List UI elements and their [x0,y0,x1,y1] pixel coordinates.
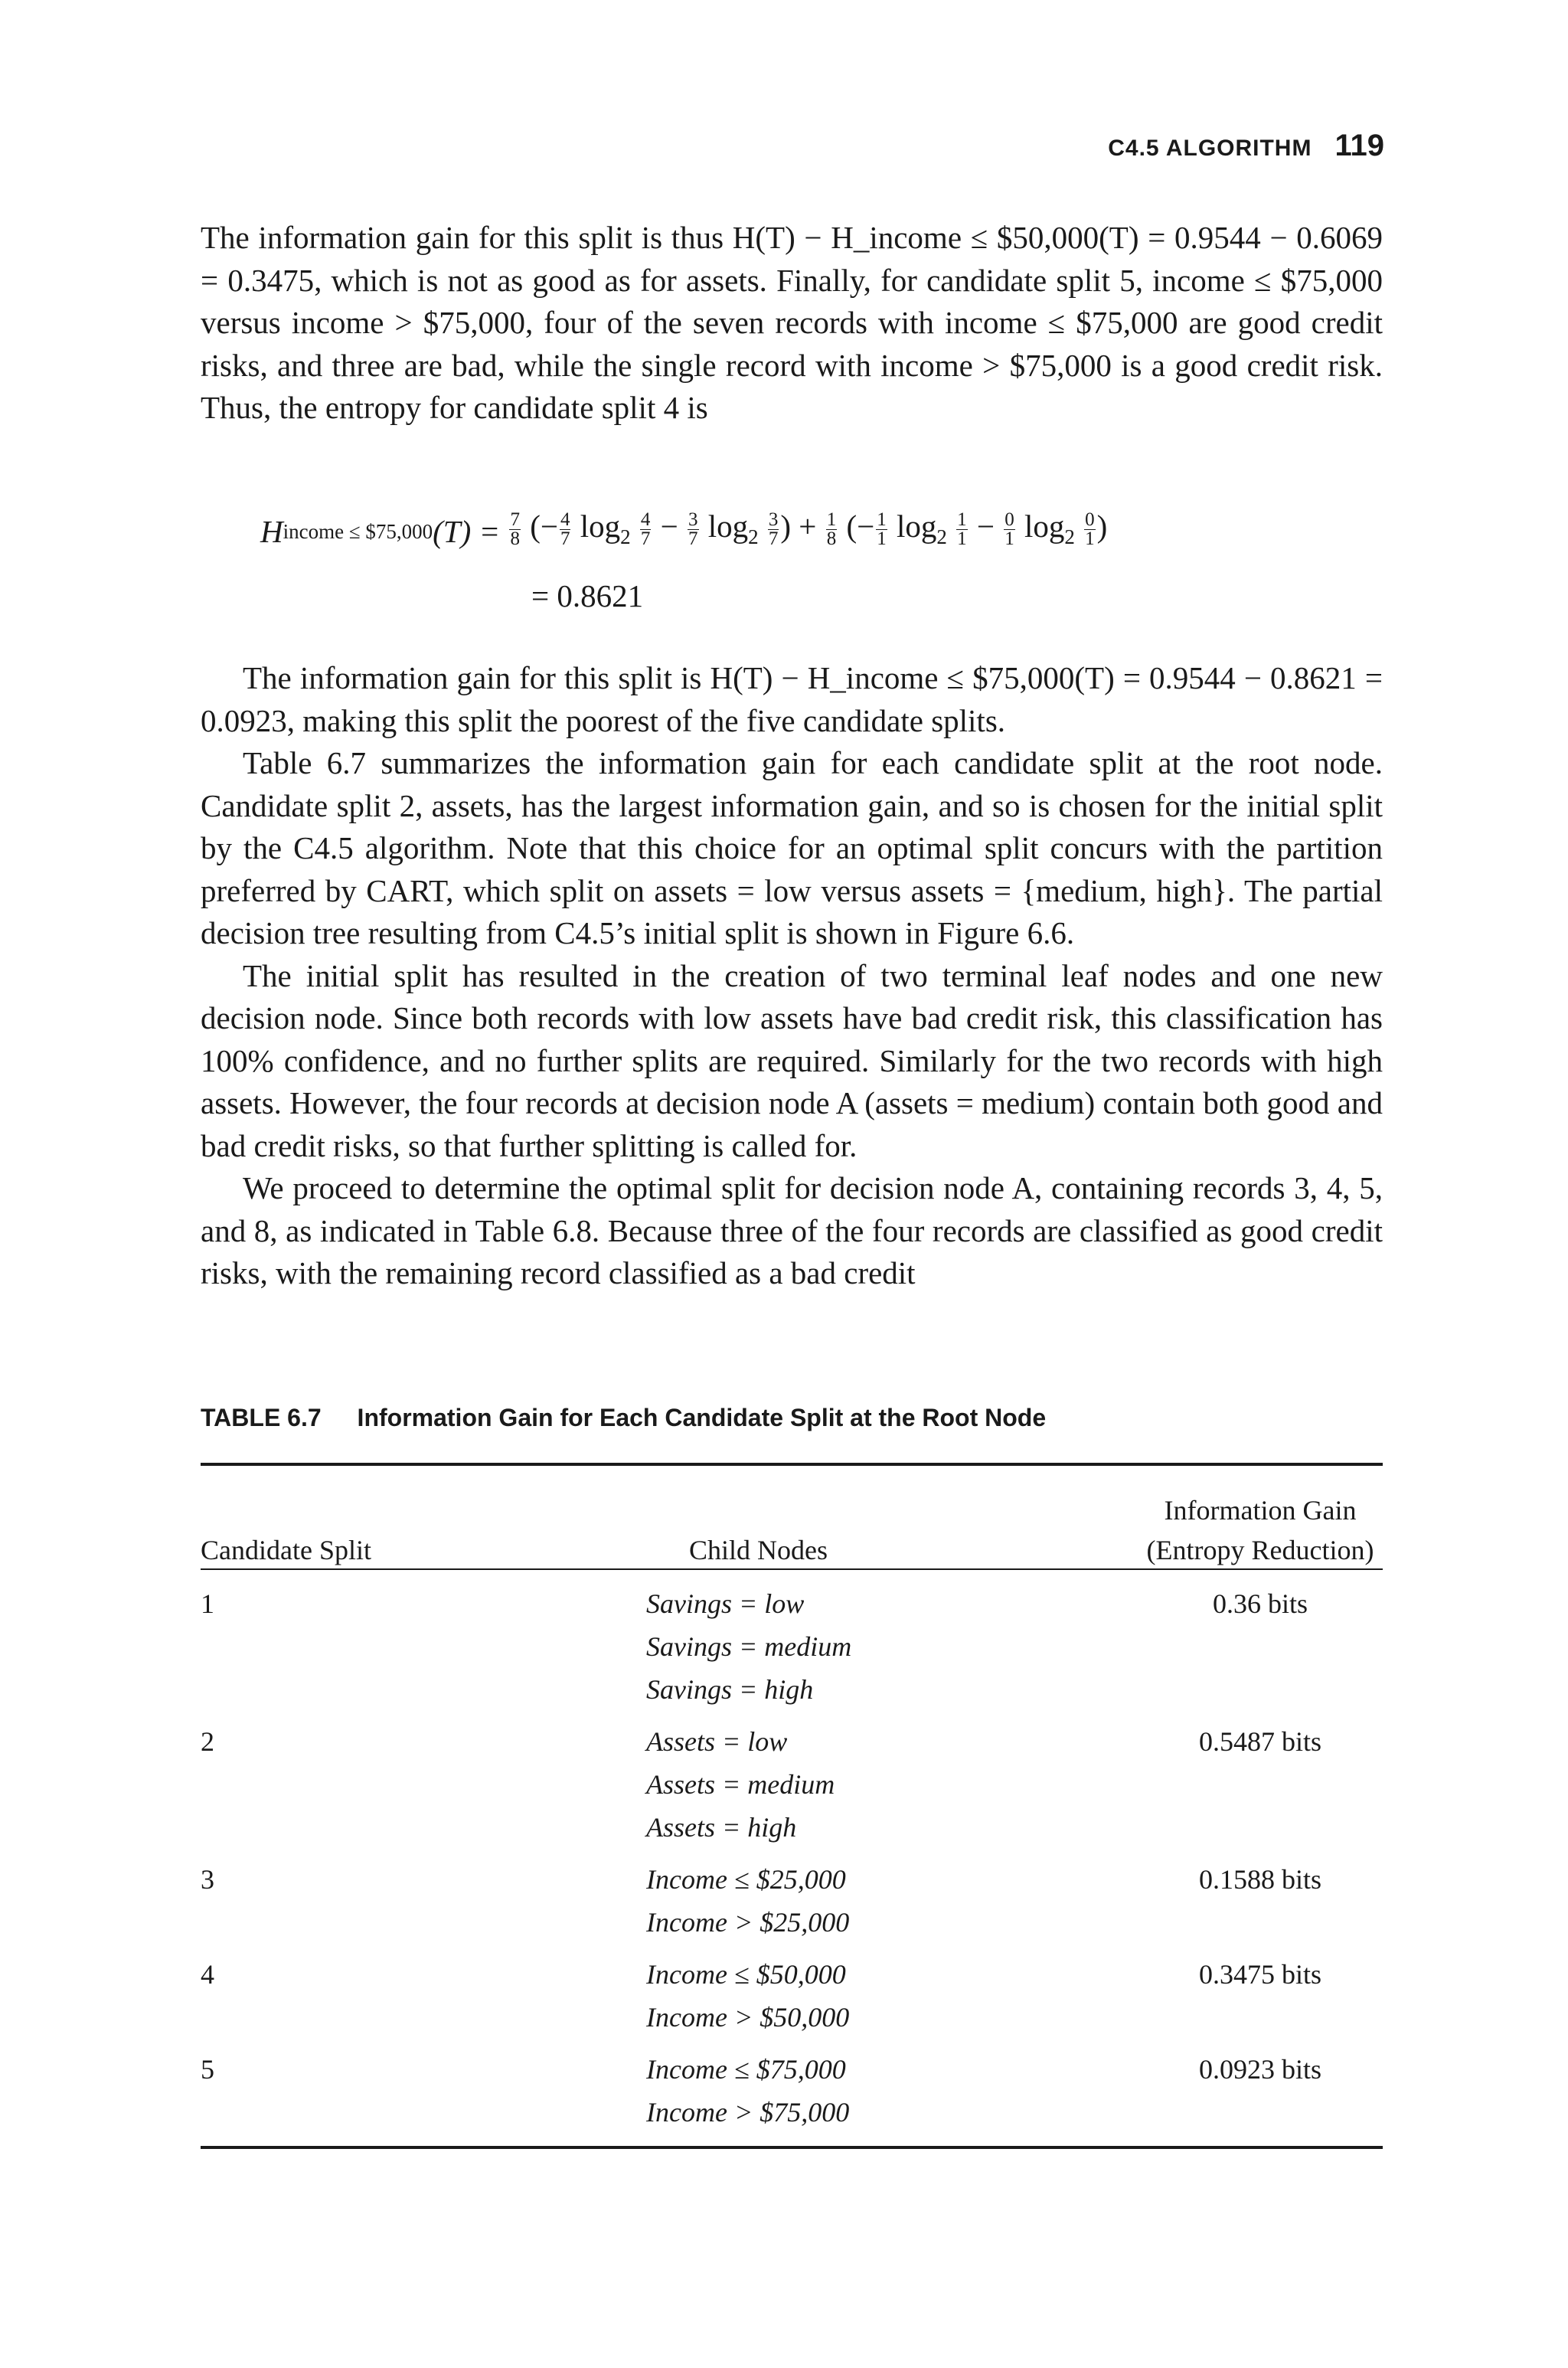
child-node: Income > $25,000 [646,1907,850,1938]
equation-line-2 [531,575,1107,617]
header-information-gain [1138,1490,1383,1570]
paragraph-5: We proceed to determine the optimal split for decision node A, containing records 3, 4, 5, and 8, as indicated in Table 6.8. Because three of the four records are classified as good credit risks, with the remaining record classified as a bad credit [201,1170,1383,1290]
cell-child-nodes [646,1582,851,1711]
cell-split: 4 [201,1959,214,1990]
table-label: TABLE 6.7 [201,1404,322,1431]
child-node: Income ≤ $25,000 [646,1864,846,1895]
cell-split: 1 [201,1588,214,1619]
header-gain-line-2: (Entropy Reduction) [1146,1535,1374,1565]
table-top-rule [201,1463,1383,1466]
entropy-equation [260,505,1107,617]
child-node: Savings = medium [646,1631,852,1662]
cell-split: 5 [201,2054,214,2085]
child-node: Income > $75,000 [646,2097,850,2128]
equation-lhs-argument: (T) = [433,514,501,549]
child-node: Income > $50,000 [646,2002,850,2033]
equation-lhs-subscript: income ≤ $75,000 [283,520,433,543]
cell-child-nodes [646,1858,849,1944]
table-title: Information Gain for Each Candidate Split at the Root Node [357,1404,1047,1431]
child-node: Savings = high [646,1674,814,1705]
child-node: Assets = high [646,1812,797,1843]
section-title: C4.5 ALGORITHM [1108,136,1312,161]
equation-line-1 [260,505,1107,558]
child-node: Income ≤ $75,000 [646,2054,846,2085]
child-node: Assets = medium [646,1769,835,1800]
paragraph-4: The initial split has resulted in the creation of two terminal leaf nodes and one new decision node. Since both records with low assets have bad credit risk, this classification has 100% confidence, and no further splits are required. Similarly for the two records with high assets. However, the four records at decision node A (assets = medium) contain both good and bad credit risks, so that further splitting is called for. [201,957,1383,1163]
paragraph-group [201,657,1383,1295]
paragraph-3: Table 6.7 summarizes the information gain for each candidate split at the root node. Candidate split 2, assets, has the largest information gain, and so is chosen for the initial split by the C4.5 algorithm. Note that this choice for an optimal split concurs with the partition preferred by CART, which split on assets = low versus assets = {medium, high}. The partial decision tree resulting from C4.5’s initial split is shown in Figure 6.6. [201,745,1383,950]
cell-child-nodes [646,1720,835,1849]
running-head [1108,129,1384,163]
cell-child-nodes [646,2048,849,2134]
cell-gain: 0.36 bits [1212,1588,1308,1619]
table-caption [201,1404,1046,1432]
cell-gain: 0.5487 bits [1198,1726,1321,1757]
cell-split: 2 [201,1726,214,1757]
paragraph-2: The information gain for this split is H(T) − H_income ≤ $75,000(T) = 0.9544 − 0.8621 = 0.0923, making this split the poorest of the five candidate splits. [201,660,1383,738]
header-gain-line-1: Information Gain [1164,1495,1357,1526]
cell-gain: 0.1588 bits [1198,1864,1321,1895]
cell-gain: 0.0923 bits [1198,2054,1321,2085]
cell-child-nodes [646,1953,849,2039]
equation-result: = 0.8621 [531,578,644,613]
child-node: Savings = low [646,1588,805,1619]
header-child-nodes: Child Nodes [689,1535,828,1565]
paragraph-text: The information gain for this split is thus H(T) − H_income ≤ $50,000(T) = 0.9544 − 0.6069 = 0.3475, which is not as good as for assets. Finally, for candidate split 5, income ≤ $75,000 versus income > $75,000, four of the seven records with income ≤ $75,000 are good credit risks, and three are bad, while the single record with income > $75,000 is a good credit risk. Thus, the entropy for candidate split 4 is [201,220,1383,425]
cell-gain: 0.3475 bits [1198,1959,1321,1990]
paragraph-1 [201,217,1383,430]
child-node: Assets = low [646,1726,788,1757]
page-number: 119 [1334,129,1384,162]
table-bottom-rule [201,2146,1383,2149]
cell-split: 3 [201,1864,214,1895]
equation-expression: $\frac{7}{8}$ (− $\frac{4}{7}$ $\log_2$ $\frac{4}{7}$ − $\frac{3}{7}$ $\log_2$ $\frac{3}{7}$ ) + $\frac{1}{8}$ (− $\frac{1}{1}$ $\log_2$ $\frac{1}{1}$ − $\frac{0}{1}$ $\log_2$ $\frac{0}{1}$ ) [510,509,1108,550]
table-header [201,1493,1383,1570]
table-header-rule [201,1568,1383,1570]
equation-lhs: H [260,514,283,549]
header-candidate-split: Candidate Split [201,1535,371,1565]
child-node: Income ≤ $50,000 [646,1959,846,1990]
